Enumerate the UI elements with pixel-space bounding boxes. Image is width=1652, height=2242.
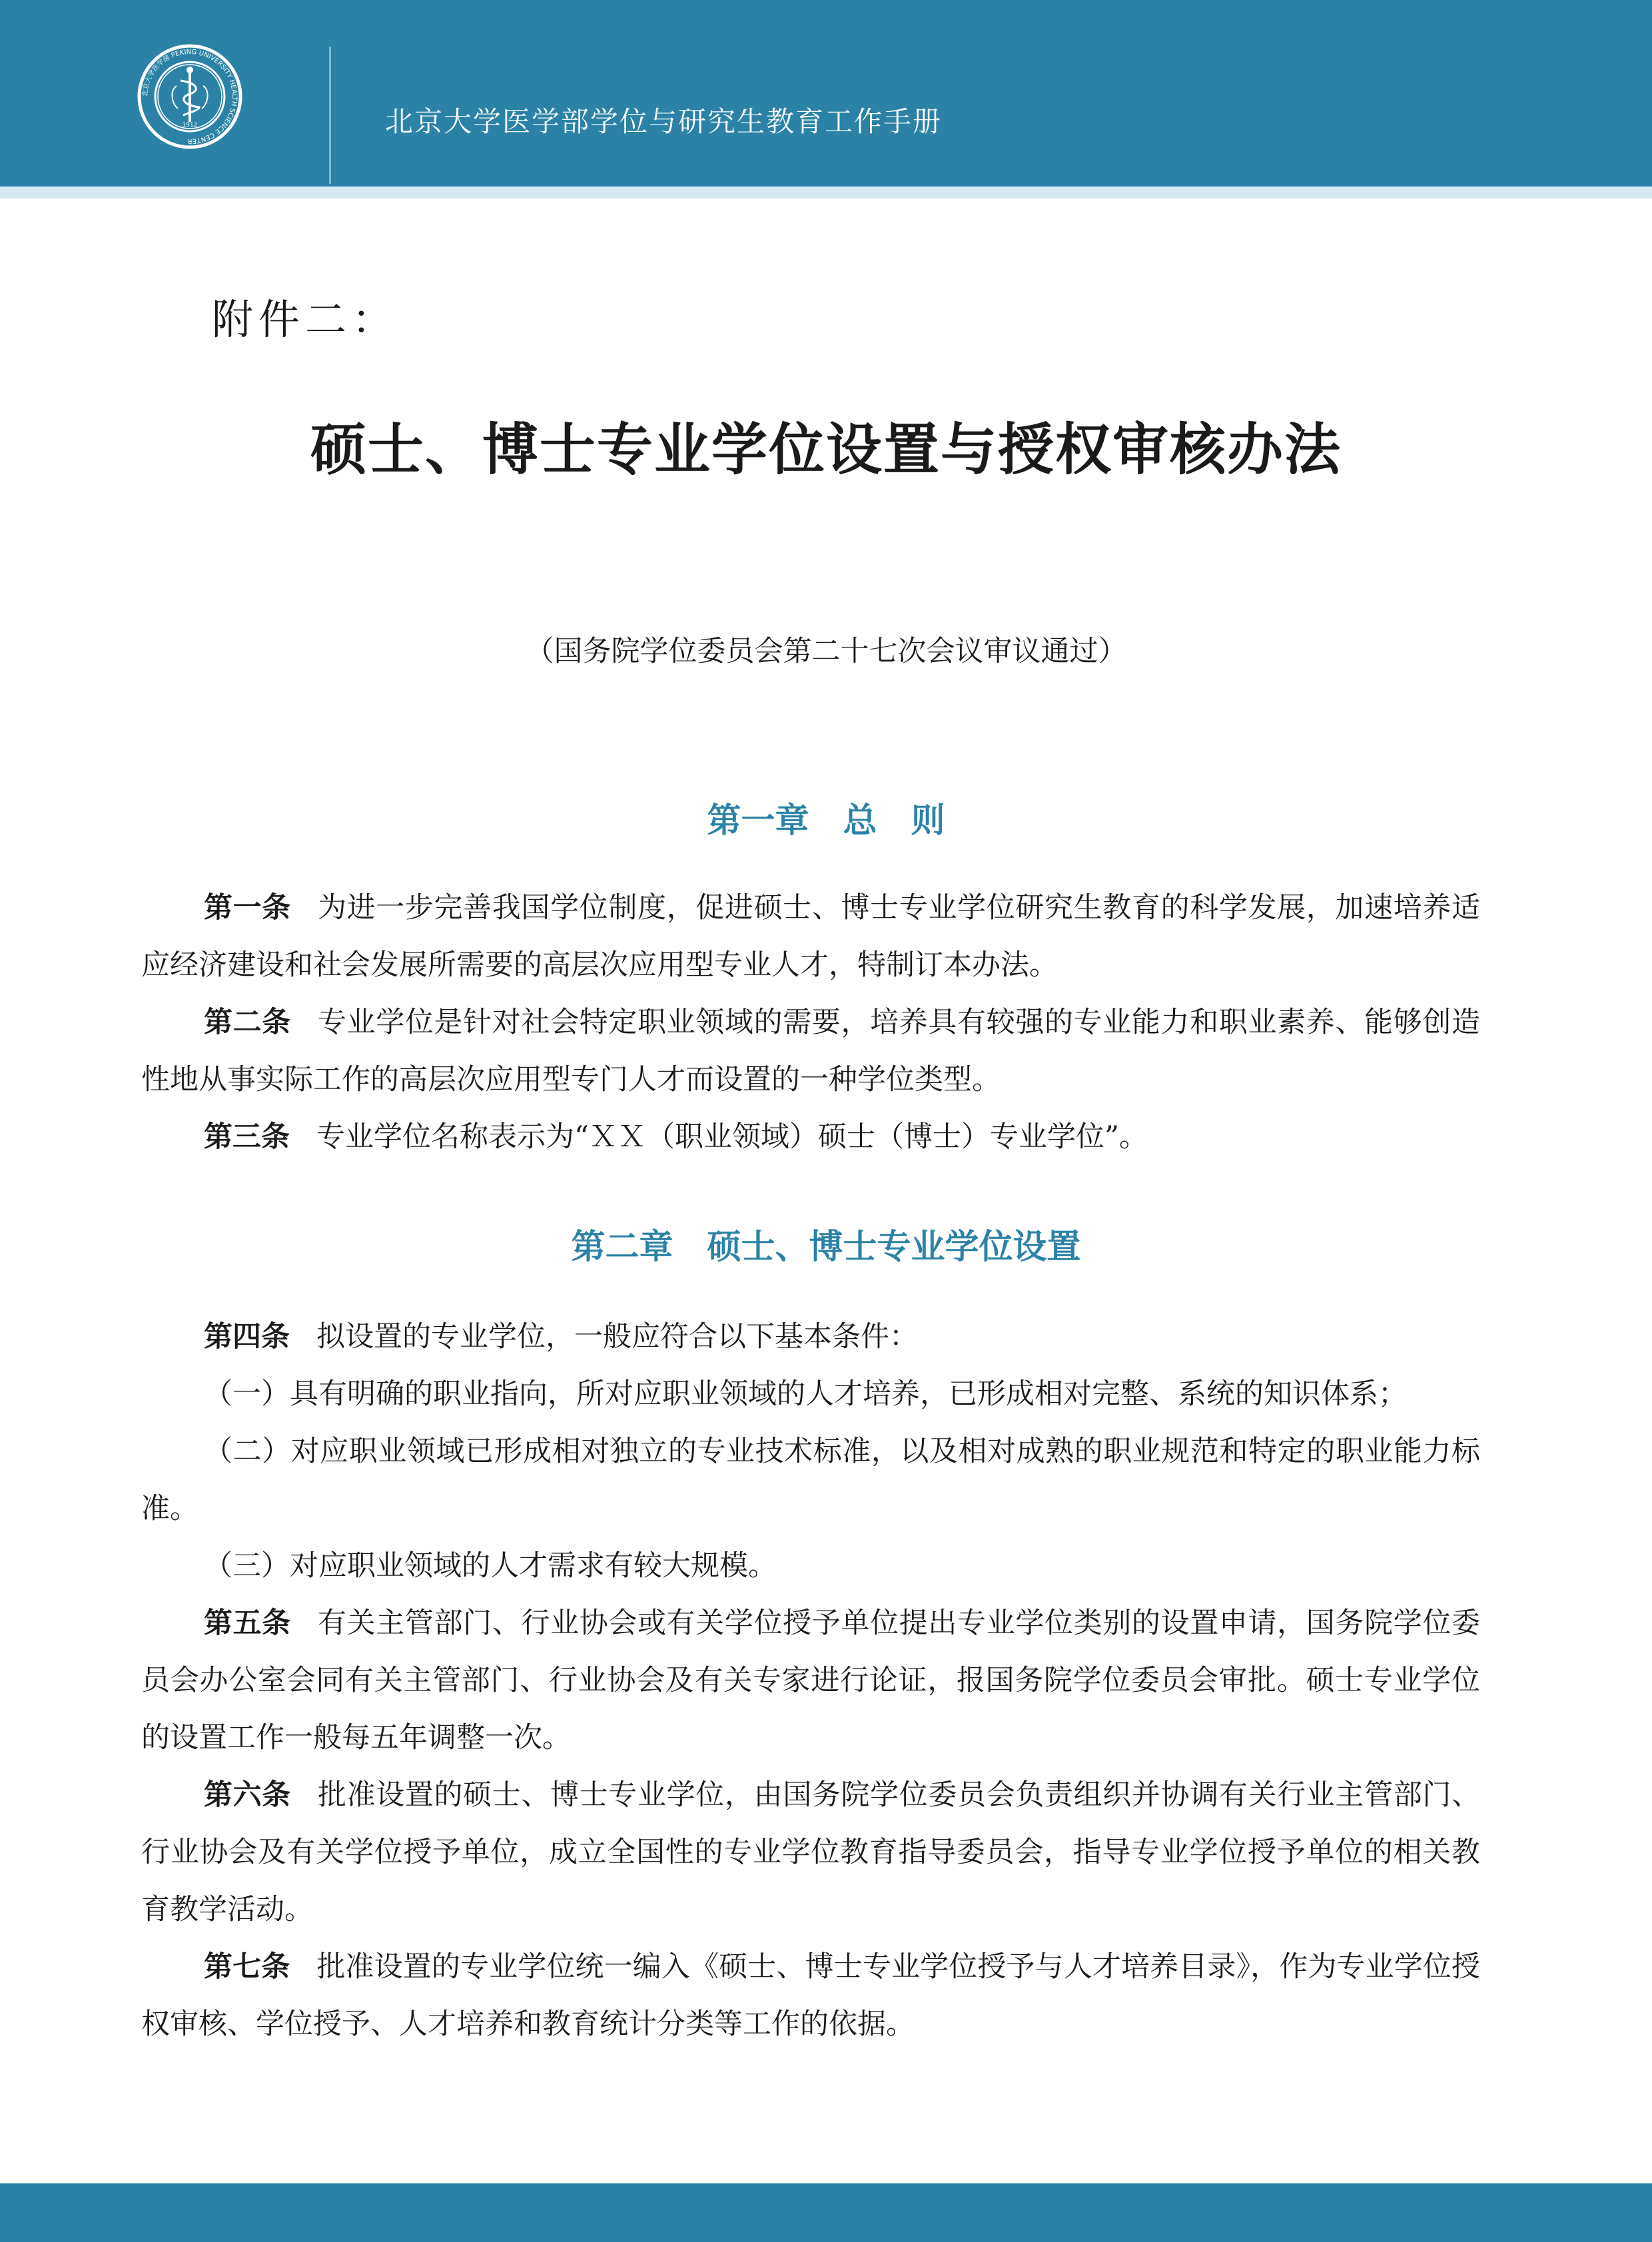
condition-text: （一）具有明确的职业指向，所对应职业领域的人才培养，已形成相对完整、系统的知识体系；	[204, 1377, 1407, 1411]
article-2	[141, 994, 1480, 1108]
chapter-heading-2: 第二章 硕士、博士专业学位设置	[571, 1228, 1081, 1267]
article-text: 有关主管部门、行业协会或有关学位授予单位提出专业学位类别的设置申请，国务院学位委员会办公室会同有关主管部门、行业协会及有关专家进行论证，报国务院学位委员会审批。硕士专业学位的设置工作一般每五年调整一次。	[141, 1607, 1481, 1754]
article-label: 第一条	[204, 891, 291, 925]
article-text: 专业学位名称表示为“ＸＸ（职业领域）硕士（博士）专业学位”。	[316, 1120, 1148, 1154]
header-underline	[0, 187, 1652, 198]
handbook-title: 北京大学医学部学位与研究生教育工作手册	[385, 105, 943, 138]
footer-band	[0, 2183, 1652, 2242]
article-label: 第三条	[204, 1120, 290, 1154]
university-seal-icon	[137, 43, 243, 150]
article-6	[141, 1766, 1480, 1938]
logo-ring-text: 北京大学医学部 PEKING UNIVERSITY HEALTH SCIENCE CENTER	[141, 48, 238, 145]
article-text: 批准设置的硕士、博士专业学位，由国务院学位委员会负责组织并协调有关行业主管部门、行业协会及有关学位授予单位，成立全国性的专业学位教育指导委员会，指导专业学位授予单位的相关教育教学活动。	[141, 1778, 1481, 1926]
header-band	[0, 0, 1652, 187]
article-label: 第五条	[204, 1607, 291, 1640]
article-5	[141, 1595, 1480, 1766]
article-label: 第四条	[204, 1320, 290, 1353]
attachment-label: 附件二：	[212, 295, 399, 344]
condition-item-3	[141, 1537, 1480, 1595]
article-3	[141, 1108, 1480, 1166]
logo-year: 1912	[182, 122, 198, 129]
article-label: 第六条	[204, 1778, 291, 1812]
article-text: 专业学位是针对社会特定职业领域的需要，培养具有较强的专业能力和职业素养、能够创造性地从事实际工作的高层次应用型专门人才而设置的一种学位类型。	[141, 1006, 1481, 1096]
condition-text: （二）对应职业领域已形成相对独立的专业技术标准，以及相对成熟的职业规范和特定的职业能力标准。	[141, 1435, 1480, 1525]
condition-item-2	[141, 1423, 1480, 1537]
condition-text: （三）对应职业领域的人才需求有较大规模。	[204, 1549, 777, 1583]
document-subtitle: （国务院学位委员会第二十七次会议审议通过）	[525, 635, 1127, 668]
article-text: 拟设置的专业学位，一般应符合以下基本条件：	[316, 1320, 918, 1353]
chapter-heading-1: 第一章 总 则	[707, 801, 945, 841]
header-divider	[329, 47, 331, 184]
article-label: 第七条	[204, 1950, 290, 1984]
article-label: 第二条	[204, 1006, 291, 1039]
document-title: 硕士、博士专业学位设置与授权审核办法	[310, 416, 1342, 482]
condition-item-1	[141, 1365, 1480, 1423]
article-4	[141, 1308, 1480, 1365]
article-1	[141, 879, 1480, 994]
article-text: 批准设置的专业学位统一编入《硕士、博士专业学位授予与人才培养目录》，作为专业学位授权审核、学位授予、人才培养和教育统计分类等工作的依据。	[141, 1950, 1481, 2041]
article-7	[141, 1938, 1480, 2053]
article-text: 为进一步完善我国学位制度，促进硕士、博士专业学位研究生教育的科学发展，加速培养适应经济建设和社会发展所需要的高层次应用型专业人才，特制订本办法。	[141, 891, 1481, 982]
